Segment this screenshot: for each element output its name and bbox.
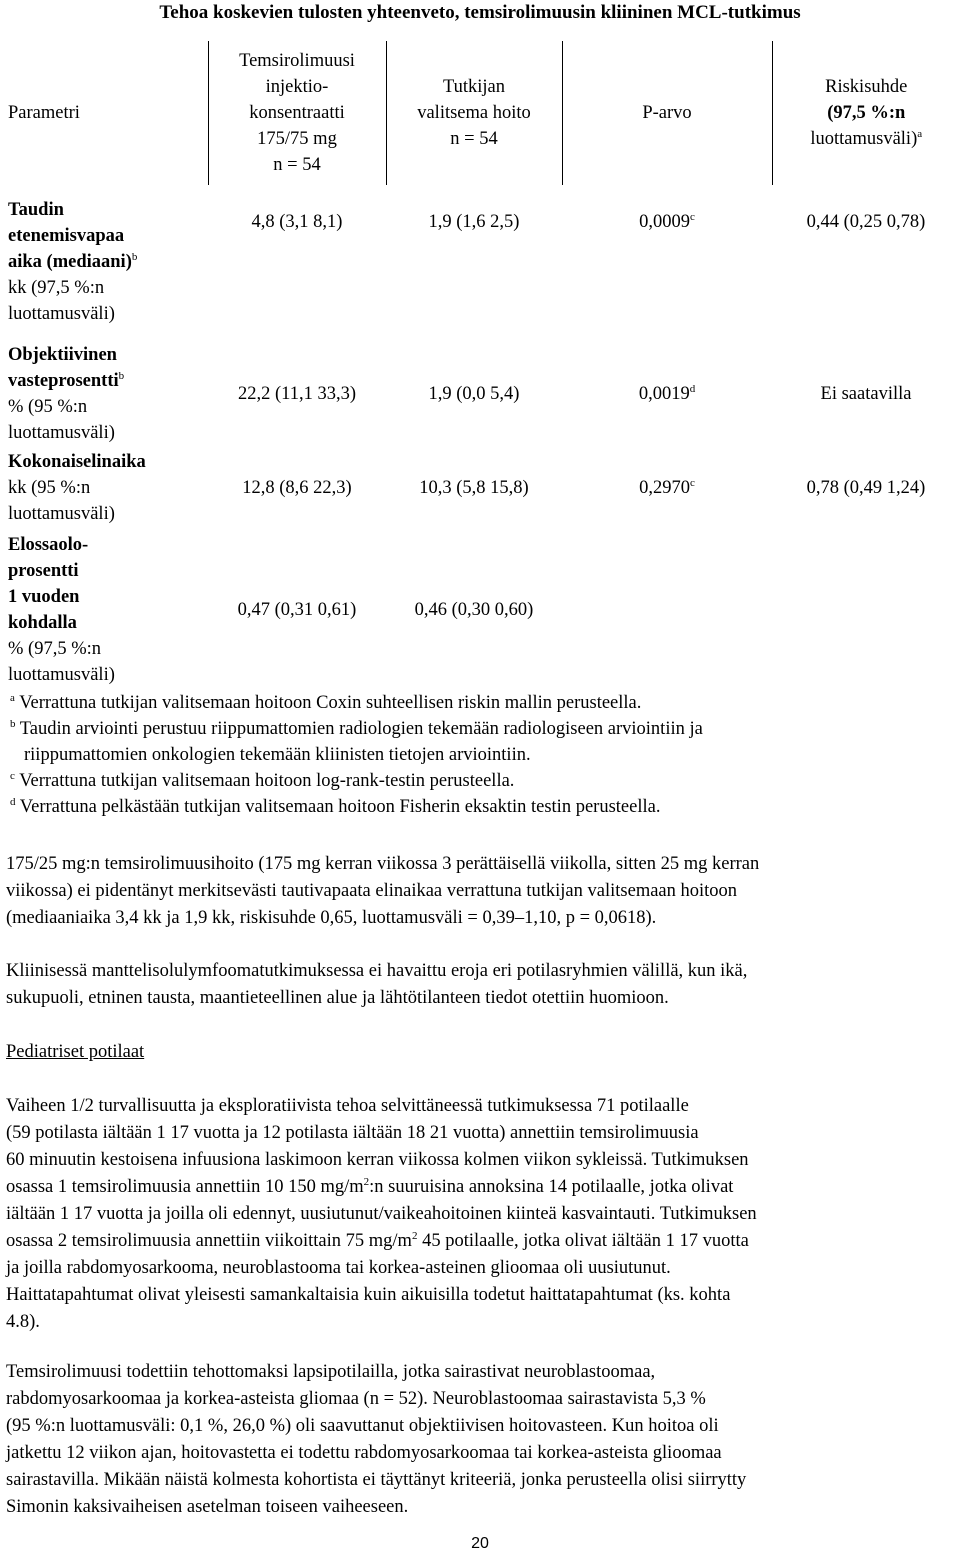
header-hr-l1: Riskisuhde [825, 76, 908, 97]
row3-parameter [6, 447, 208, 529]
header-investigator-l2: valitsema hoito [417, 102, 531, 123]
header-hr-l2: (97,5 %:n [827, 102, 906, 123]
row4-temsirolimus-value: 0,47 (0,31 0,61) [237, 599, 357, 620]
header-investigator-l1: Tutkijan [442, 76, 506, 97]
header-p-value: P-arvo [562, 41, 772, 185]
paragraph-subgroups-l2: sukupuoli, etninen tausta, maantieteellinen alue ja lähtötilanteen tiedot otettiin huomioon. [6, 988, 669, 1008]
document-title: Tehoa koskevien tulosten yhteenveto, temsirolimuusin kliininen MCL-tutkimus [159, 2, 801, 23]
row4-hazard-ratio [772, 529, 960, 691]
row4-investigator-value: 0,46 (0,30 0,60) [414, 599, 534, 620]
pediatric-l9: 4.8). [6, 1312, 40, 1332]
pediatric-l6a: osassa 2 temsirolimuusia annettiin viikoittain 75 mg/m [6, 1231, 412, 1251]
footnote-c-text: Verrattuna tutkijan valitsemaan hoitoon log-rank-testin perusteella. [19, 771, 515, 791]
pediatric-l5: iältään 1 17 vuotta ja joilla oli edennyt, uusiutunut/vaikeahoitoinen kiinteä kasvaintauti. Tutkimuksen [6, 1204, 757, 1224]
row3-param-l1: Kokonaiselinaika [8, 451, 146, 472]
pediatric-l1: Vaiheen 1/2 turvallisuutta ja eksploratiivista tehoa selvittäneessä tutkimuksessa 71 potilaalle [6, 1096, 689, 1116]
header-investigator-n: n = 54 [450, 128, 498, 149]
paragraph-subgroups-l1: Kliinisessä manttelisolulymfoomatutkimuksessa ei havaittu eroja eri potilasryhmien välillä, kun ikä, [6, 961, 748, 981]
footnotes [10, 690, 950, 820]
row2-p: 0,0019 [638, 383, 690, 404]
row4-param-l3: 1 vuoden [8, 586, 80, 607]
header-temsirolimus-dose: 175/75 mg [257, 128, 337, 149]
table-row [6, 185, 960, 341]
footnote-d-text: Verrattuna pelkästään tutkijan valitsemaan hoitoon Fisherin eksaktin testin perusteella. [19, 797, 661, 817]
row1-hazard-ratio: 0,44 (0,25 0,78) [806, 211, 926, 232]
pediatric-l4a: osassa 1 temsirolimuusia annettiin 10 150 mg/m [6, 1177, 364, 1197]
row2-hazard-ratio: Ei saatavilla [820, 383, 912, 404]
header-temsirolimus-l3: konsentraatti [249, 102, 345, 123]
row4-param-l4: kohdalla [8, 612, 77, 633]
row4-parameter [6, 529, 208, 691]
row1-param-l1: Taudin [8, 200, 64, 221]
paragraph-dosing-l1: 175/25 mg:n temsirolimuusihoito (175 mg kerran viikossa 3 perättäisellä viikolla, sitten 25 mg kerran [6, 854, 760, 874]
row2-investigator-value: 1,9 (0,0 5,4) [428, 383, 520, 404]
pediatric-l7: ja joilla rabdomyosarkooma, neuroblastooma tai korkea-asteinen glioomaa oli uusiutunut. [6, 1258, 671, 1278]
row3-p-sup: c [689, 476, 695, 489]
row4-param-l2: prosentti [8, 560, 79, 581]
row4-param-l5: % (97,5 %:n [8, 638, 101, 659]
header-hr-sup: a [917, 127, 923, 140]
results-l1: Temsirolimuusi todettiin tehottomaksi lapsipotilailla, jotka sairastivat neuroblastoomaa, [6, 1362, 656, 1382]
row1-temsirolimus-value: 4,8 (3,1 8,1) [251, 211, 343, 232]
row1-investigator-value: 1,9 (1,6 2,5) [428, 211, 520, 232]
row2-parameter [6, 340, 208, 447]
header-temsirolimus-n: n = 54 [273, 154, 321, 175]
row4-param-l6: luottamusväli) [8, 664, 115, 685]
header-hazard-ratio [772, 41, 960, 185]
row1-p-value [562, 185, 772, 341]
row2-p-value [562, 340, 772, 447]
pediatric-l6-sup: 2 [411, 1229, 418, 1242]
row2-p-sup: d [689, 382, 696, 395]
results-l2: rabdomyosarkoomaa ja korkea-asteista gliomaa (n = 52). Neuroblastoomaa sairastavista 5,3 % [6, 1389, 706, 1409]
pediatric-l6b: 45 potilaalle, jotka olivat iältään 1 17 vuotta [417, 1231, 749, 1251]
row3-temsirolimus-value: 12,8 (8,6 22,3) [242, 477, 352, 498]
paragraph-pediatric-results [6, 1359, 956, 1521]
header-hr-l3: luottamusväli) [810, 128, 918, 149]
header-temsirolimus-l2: injektio- [265, 76, 329, 97]
footnote-a-text: Verrattuna tutkijan valitsemaan hoitoon Coxin suhteellisen riskin mallin perusteella. [19, 693, 642, 713]
footnote-b-text-l2: riippumattomien onkologien tekemään kliinisten tietojen arviointiin. [24, 745, 531, 765]
table-header-row [6, 41, 960, 185]
table-row [6, 529, 960, 691]
efficacy-table [6, 41, 960, 691]
results-l4: jatkettu 12 viikon ajan, hoitovastetta ei todettu rabdomyosarkoomaa tai korkea-asteista glioomaa [6, 1443, 722, 1463]
pediatric-l4 [6, 1174, 956, 1201]
footnote-c [10, 768, 950, 794]
row4-param-l1: Elossaolo- [8, 534, 89, 555]
footnote-a [10, 690, 950, 716]
row1-parameter [6, 185, 208, 341]
header-parameter: Parametri [6, 41, 208, 185]
section-heading-pediatric: Pediatriset potilaat [6, 1042, 145, 1062]
table-row [6, 447, 960, 529]
pediatric-l8: Haittatapahtumat olivat yleisesti samankaltaisia kuin aikuisilla todetut haittatapahtumat (ks. kohta [6, 1285, 731, 1305]
row1-param-l3: aika (mediaani) [8, 252, 132, 273]
paragraph-pediatric-study [6, 1093, 956, 1336]
row3-p: 0,2970 [639, 477, 690, 498]
results-l6: Simonin kaksivaiheisen asetelman toiseen vaiheeseen. [6, 1497, 409, 1517]
table-row [6, 340, 960, 447]
pediatric-l4-sup: 2 [363, 1175, 370, 1188]
row1-p: 0,0009 [639, 211, 690, 232]
footnote-c-mark: c [10, 769, 15, 782]
row3-param-l3: luottamusväli) [8, 503, 115, 524]
row2-param-l4: luottamusväli) [8, 422, 115, 443]
page-number: 20 [471, 1535, 489, 1552]
pediatric-l2: (59 potilasta iältään 1 17 vuotta ja 12 potilasta iältään 18 21 vuotta) annettiin temsirolimuusia [6, 1123, 699, 1143]
row2-temsirolimus-value: 22,2 (11,1 33,3) [237, 383, 356, 404]
row1-param-l2: etenemisvapaa [8, 226, 125, 247]
row2-param-l2: vasteprosentti [8, 370, 119, 391]
paragraph-subgroups [6, 958, 956, 1012]
row2-param-l1: Objektiivinen [8, 344, 117, 365]
pediatric-l3: 60 minuutin kestoisena infuusiona laskimoon kerran viikossa kolmen viikon sykleissä. Tutkimuksen [6, 1150, 749, 1170]
results-l5: sairastavilla. Mikään näistä kolmesta kohortista ei täyttänyt kriteeriä, jonka perusteella olisi siirrytty [6, 1470, 747, 1490]
footnote-a-mark: a [10, 691, 15, 704]
header-temsirolimus-l1: Temsirolimuusi [239, 50, 355, 71]
footnote-b-text-l1: Taudin arviointi perustuu riippumattomien radiologien tekemään radiologiseen arviointiin ja [19, 719, 703, 739]
results-l3: (95 %:n luottamusväli: 0,1 %, 26,0 %) oli saavuttanut objektiivisen hoitovasteen. Kun hoitoa oli [6, 1416, 719, 1436]
header-investigator-choice [386, 41, 562, 185]
row1-param-sup: b [131, 251, 138, 264]
pediatric-l6 [6, 1228, 956, 1255]
row3-investigator-value: 10,3 (5,8 15,8) [419, 477, 529, 498]
paragraph-dosing-l3: (mediaaniaika 3,4 kk ja 1,9 kk, riskisuhde 0,65, luottamusväli = 0,39–1,10, p = 0,0618). [6, 908, 657, 928]
header-temsirolimus [208, 41, 386, 185]
footnote-b [10, 716, 950, 768]
row3-param-l2: kk (95 %:n [8, 477, 91, 498]
row3-hazard-ratio: 0,78 (0,49 1,24) [806, 477, 926, 498]
footnote-b-mark: b [10, 717, 16, 730]
row4-p-value [562, 529, 772, 691]
row2-param-l3: % (95 %:n [8, 396, 88, 417]
row1-p-sup: c [689, 210, 695, 223]
row1-param-l5: luottamusväli) [8, 304, 115, 325]
row3-p-value [562, 447, 772, 529]
footnote-d [10, 794, 950, 820]
footnote-d-mark: d [10, 795, 16, 808]
row2-param-sup: b [118, 369, 125, 382]
paragraph-dosing [6, 851, 956, 932]
paragraph-dosing-l2: viikossa) ei pidentänyt merkitsevästi tautivapaata elinaikaa verrattuna tutkijan valitsemaan hoitoon [6, 881, 738, 901]
row1-param-l4: kk (97,5 %:n [8, 278, 105, 299]
pediatric-l4b: :n suuruisina annoksina 14 potilaalle, jotka olivat [369, 1177, 734, 1197]
